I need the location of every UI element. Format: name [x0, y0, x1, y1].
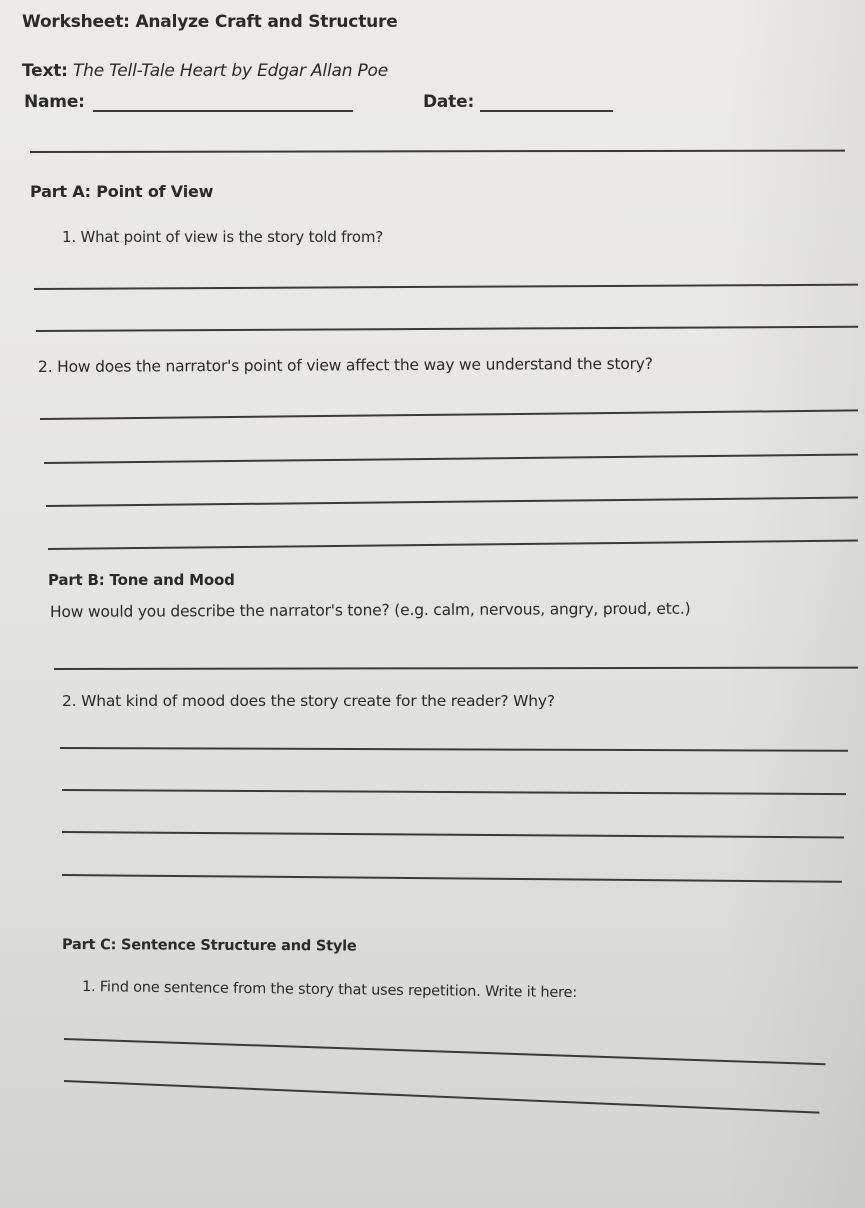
date-field[interactable] [480, 110, 613, 112]
part-b-heading: Part B: Tone and Mood [48, 571, 235, 589]
part-a-question-1: 1. What point of view is the story told from? [62, 228, 384, 246]
part-a-heading: Part A: Point of View [30, 182, 214, 201]
part-b-question-1: How would you describe the narrator's tone? (e.g. calm, nervous, angry, proud, etc.) [49, 599, 691, 621]
part-a-question-2: 2. How does the narrator's point of view affect the way we understand the story? [37, 354, 653, 376]
answer-line[interactable] [64, 1080, 819, 1113]
part-b-question-2: 2. What kind of mood does the story create for the reader? Why? [62, 692, 555, 710]
text-title: The Tell-Tale Heart by Edgar Allan Poe [72, 61, 388, 81]
name-label: Name: [24, 92, 85, 112]
name-field[interactable] [93, 110, 353, 112]
answer-line[interactable] [64, 1038, 826, 1065]
worksheet-title: Worksheet: Analyze Craft and Structure [22, 12, 398, 32]
text-line [22, 61, 388, 81]
part-c-heading: Part C: Sentence Structure and Style [61, 937, 357, 955]
text-label: Text: [22, 61, 68, 81]
page-shadow [725, 0, 865, 1208]
part-c-question-1: 1. Find one sentence from the story that uses repetition. Write it here: [81, 979, 578, 1002]
date-label: Date: [423, 92, 475, 112]
header-divider [30, 150, 845, 153]
